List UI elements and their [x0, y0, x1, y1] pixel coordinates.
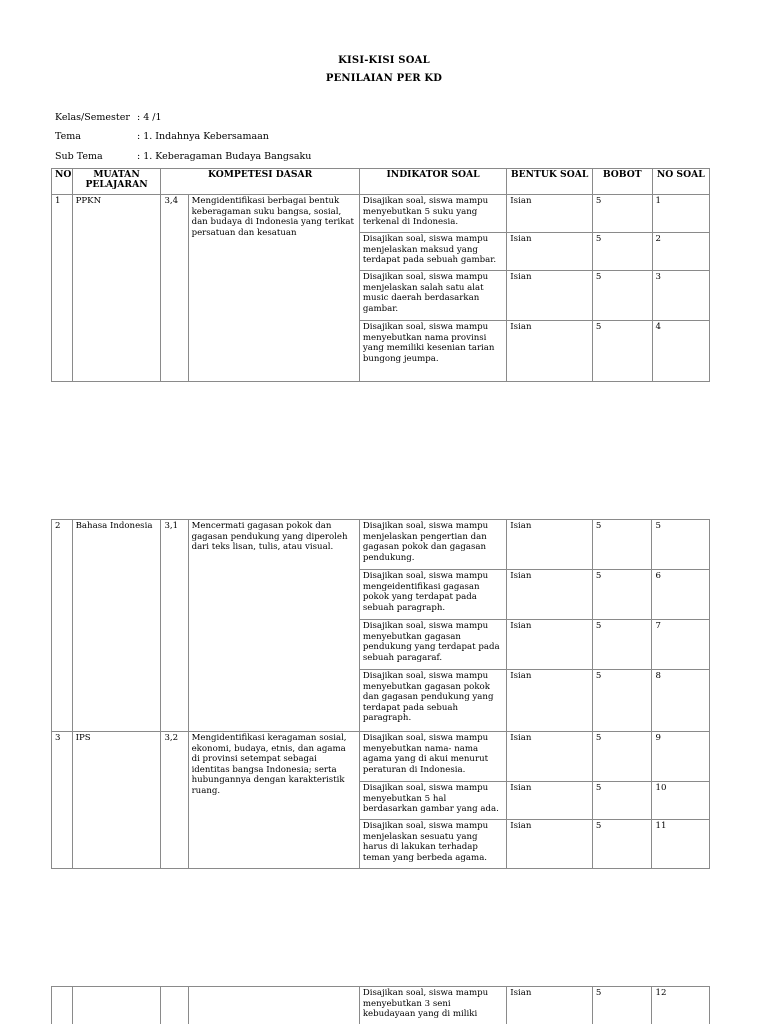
- meta-value: : 1. Indahnya Kebersamaan: [137, 131, 269, 142]
- cell-kd: Mencermati gagasan pokok dan gagasan pendukung yang diperoleh dari teks lisan, tulis, atau visual.: [188, 520, 359, 732]
- cell-bentuk: Isian: [507, 782, 593, 820]
- cell-indikator: Disajikan soal, siswa mampu menjelaskan maksud yang terdapat pada sebuah gambar.: [359, 233, 506, 271]
- cell-bentuk: Isian: [507, 271, 593, 321]
- col-header-no: NO: [52, 169, 73, 195]
- cell-indikator: Disajikan soal, siswa mampu menyebutkan 5 hal berdasarkan gambar yang ada.: [359, 782, 506, 820]
- meta-label: Tema: [55, 131, 81, 142]
- cell-bentuk: Isian: [507, 233, 593, 271]
- cell-no-soal: 12: [652, 987, 710, 1024]
- cell-indikator: Disajikan soal, siswa mampu mengeidentifikasi gagasan pokok yang terdapat pada sebuah paragraph.: [359, 570, 506, 620]
- table-header-row: [52, 169, 710, 195]
- page-bottom-clip: [0, 986, 768, 1024]
- table-row: [52, 520, 710, 570]
- cell-bobot: 5: [592, 520, 652, 570]
- cell-indikator: Disajikan soal, siswa mampu menyebutkan nama provinsi yang memiliki kesenian tarian bungong jeumpa.: [359, 321, 506, 382]
- meta-tema: [55, 131, 269, 142]
- cell-bobot: 5: [592, 570, 652, 620]
- cell-no: 1: [52, 195, 73, 382]
- cell-bentuk: Isian: [507, 620, 593, 670]
- cell-no-soal: 9: [652, 732, 710, 782]
- cell-kd-no: 3,2: [161, 732, 188, 869]
- cell-bentuk: Isian: [507, 195, 593, 233]
- cell-bobot: 5: [592, 195, 652, 233]
- meta-label: Sub Tema: [55, 151, 103, 162]
- cell-no-soal: 8: [652, 670, 710, 732]
- cell-kd-no: [161, 987, 188, 1024]
- table-row: [52, 987, 710, 1024]
- cell-bobot: 5: [592, 620, 652, 670]
- col-header-nosoal: NO SOAL: [652, 169, 710, 195]
- document-title: KISI-KISI SOAL: [338, 55, 430, 66]
- cell-indikator: Disajikan soal, siswa mampu menjelaskan pengertian dan gagasan pokok dan gagasan pendukung.: [359, 520, 506, 570]
- cell-subject: PPKN: [72, 195, 161, 382]
- meta-value: : 1. Keberagaman Budaya Bangsaku: [137, 151, 312, 162]
- table-row: [52, 732, 710, 782]
- cell-bobot: 5: [592, 233, 652, 271]
- cell-no-soal: 6: [652, 570, 710, 620]
- cell-indikator: Disajikan soal, siswa mampu menyebutkan gagasan pendukung yang terdapat pada sebuah paragaraf.: [359, 620, 506, 670]
- document-subtitle: PENILAIAN PER KD: [325, 73, 443, 84]
- meta-value: : 4 /1: [137, 112, 162, 123]
- cell-no-soal: 7: [652, 620, 710, 670]
- cell-indikator: Disajikan soal, siswa mampu menyebutkan 5 suku yang terkenal di Indonesia.: [359, 195, 506, 233]
- cell-bentuk: Isian: [507, 321, 593, 382]
- cell-subject: IPS: [72, 732, 161, 869]
- cell-no: 2: [52, 520, 73, 732]
- cell-bentuk: Isian: [507, 820, 593, 869]
- cell-bobot: 5: [592, 782, 652, 820]
- cell-no-soal: 2: [652, 233, 710, 271]
- cell-indikator: Disajikan soal, siswa mampu menyebutkan nama- nama agama yang di akui menurut peraturan di Indonesia.: [359, 732, 506, 782]
- cell-kd-no: 3,4: [161, 195, 188, 382]
- cell-bentuk: Isian: [507, 732, 593, 782]
- cell-bobot: 5: [592, 321, 652, 382]
- meta-kelas: [55, 112, 162, 123]
- table-row: [52, 195, 710, 233]
- meta-subtema: [55, 151, 311, 162]
- cell-no-soal: 1: [652, 195, 710, 233]
- cell-bobot: 5: [592, 271, 652, 321]
- cell-subject: Bahasa Indonesia: [72, 520, 161, 732]
- cell-kd: Mengidentifikasi berbagai bentuk keberagaman suku bangsa, sosial, dan budaya di Indonesia yang terikat persatuan dan kesatuan: [188, 195, 359, 382]
- col-header-bobot: BOBOT: [592, 169, 652, 195]
- cell-no: [52, 987, 73, 1024]
- cell-no-soal: 3: [652, 271, 710, 321]
- cell-indikator: Disajikan soal, siswa mampu menjelaskan sesuatu yang harus di lakukan terhadap teman yang berbeda agama.: [359, 820, 506, 869]
- cell-bentuk: Isian: [507, 520, 593, 570]
- cell-no-soal: 11: [652, 820, 710, 869]
- cell-no-soal: 4: [652, 321, 710, 382]
- grid-table-ppkn: [51, 168, 710, 382]
- cell-subject: [72, 987, 161, 1024]
- cell-bentuk: Isian: [507, 670, 593, 732]
- meta-label: Kelas/Semester: [55, 112, 130, 123]
- cell-bobot: 5: [592, 987, 652, 1024]
- cell-indikator: Disajikan soal, siswa mampu menyebutkan 3 seni kebudayaan yang di miliki: [359, 987, 506, 1024]
- cell-kd: [188, 987, 359, 1024]
- cell-bobot: 5: [592, 732, 652, 782]
- cell-bobot: 5: [592, 820, 652, 869]
- cell-kd: Mengidentifikasi keragaman sosial, ekonomi, budaya, etnis, dan agama di provinsi setempat sebagai identitas bangsa Indonesia; serta hubungannya dengan karakteristik ruang.: [188, 732, 359, 869]
- grid-table-partial: [51, 986, 710, 1024]
- cell-bentuk: Isian: [507, 570, 593, 620]
- cell-no-soal: 5: [652, 520, 710, 570]
- cell-indikator: Disajikan soal, siswa mampu menyebutkan gagasan pokok dan gagasan pendukung yang terdapat pada sebuah paragraph.: [359, 670, 506, 732]
- col-header-bentuk: BENTUK SOAL: [507, 169, 593, 195]
- grid-table-bi-ips: [51, 519, 710, 869]
- cell-bobot: 5: [592, 670, 652, 732]
- col-header-muatan: MUATAN PELAJARAN: [72, 169, 161, 195]
- col-header-kd: KOMPETESI DASAR: [161, 169, 359, 195]
- cell-no: 3: [52, 732, 73, 869]
- cell-bentuk: Isian: [507, 987, 593, 1024]
- cell-no-soal: 10: [652, 782, 710, 820]
- cell-indikator: Disajikan soal, siswa mampu menjelaskan salah satu alat music daerah berdasarkan gambar.: [359, 271, 506, 321]
- col-header-indikator: INDIKATOR SOAL: [359, 169, 506, 195]
- cell-kd-no: 3,1: [161, 520, 188, 732]
